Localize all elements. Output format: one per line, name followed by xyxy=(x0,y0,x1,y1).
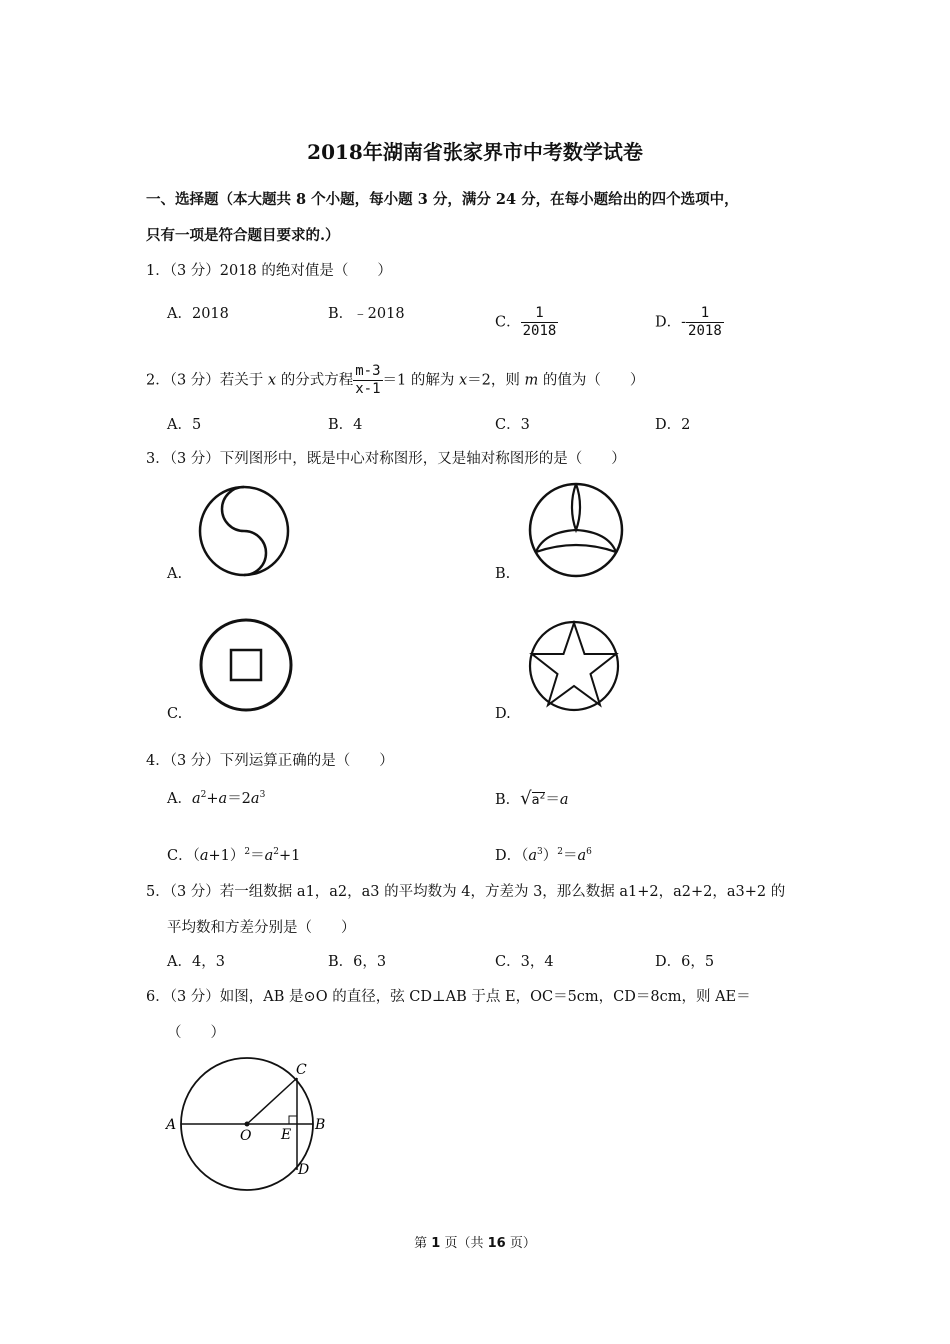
q4-option-a: A．$a^2+a=2a^3$ xyxy=(167,790,266,807)
q2-option-b: B．4 xyxy=(328,417,363,433)
fraction-numerator: 1 xyxy=(521,305,559,323)
q1-option-b: B．﹣2018 xyxy=(328,306,405,322)
label-e: E xyxy=(281,1127,292,1143)
q6-circle-diagram xyxy=(160,1050,340,1195)
q2-var: x xyxy=(267,372,277,389)
section-heading-line2: 只有一项是符合题目要求的.） xyxy=(146,227,340,244)
q2-var: x xyxy=(458,372,468,389)
fraction-denominator: 2018 xyxy=(688,323,722,339)
q5-stem-line1: 5．（3 分）若一组数据 a1，a2，a3 的平均数为 4，方差为 3，那么数据 a1+2，a2+2，a3+2 的 xyxy=(146,884,786,900)
q2-option-a: A．5 xyxy=(167,417,202,433)
q3-figure-d xyxy=(526,619,622,713)
q3-stem: 3．（3 分）下列图形中，既是中心对称图形，又是轴对称图形的是（ ） xyxy=(146,451,626,467)
q1-option-c xyxy=(495,305,558,340)
q2-stem xyxy=(146,363,644,398)
q3-figure-c xyxy=(196,617,296,713)
fraction-numerator: 1 xyxy=(686,305,724,323)
label-d: D xyxy=(298,1162,310,1178)
q2-text: 的分式方程 xyxy=(276,372,354,389)
q1-option-c-label: C． xyxy=(495,314,521,331)
fraction-denominator: x-1 xyxy=(355,381,381,397)
q4-option-c: C．$(a+1)^2=a^2+1$ xyxy=(167,847,301,864)
footer-text: 第 xyxy=(414,1236,432,1251)
q4-option-d-label: D． xyxy=(495,848,522,864)
q5-stem-line2: 平均数和方差分别是（ ） xyxy=(167,920,356,936)
q3-option-c: C. xyxy=(167,706,183,722)
q2-text: 2．（3 分）若关于 xyxy=(146,372,268,389)
q3-figure-b xyxy=(524,480,628,580)
q3-figure-a xyxy=(196,483,292,579)
fraction-numerator: m-3 xyxy=(355,363,381,379)
footer-text: 页） xyxy=(505,1236,536,1251)
page-title: 2018年湖南省张家界市中考数学试卷 xyxy=(307,140,643,164)
q1-stem: 1．（3 分）2018 的绝对值是（ ） xyxy=(146,263,392,279)
q2-text: 的值为（ ） xyxy=(538,372,645,389)
label-a: A xyxy=(166,1117,177,1133)
q5-option-c: C．3，4 xyxy=(495,954,554,970)
q5-option-b: B．6，3 xyxy=(328,954,387,970)
q1-option-c-fraction xyxy=(521,305,559,340)
q2-option-c: C．3 xyxy=(495,417,530,433)
q3-option-b: B. xyxy=(495,566,511,582)
q1-option-d-label: D． xyxy=(655,314,682,331)
fraction-denominator: 2018 xyxy=(522,323,557,339)
q4-option-d: D．$(a^3)^2=a^6$ xyxy=(495,847,592,864)
q6-stem-line2: （ ） xyxy=(167,1025,225,1041)
q4-option-b-label: B． xyxy=(495,792,521,808)
footer-page-number: 1 xyxy=(431,1236,441,1251)
q1-option-d-sign: - xyxy=(681,314,687,331)
right-angle-mark xyxy=(289,1116,297,1124)
footer-total-pages: 16 xyxy=(487,1236,506,1251)
q2-text: ＝2，则 xyxy=(467,372,525,389)
q1-option-a: A．2018 xyxy=(167,306,229,322)
label-o: O xyxy=(240,1128,252,1144)
q2-text: ＝1 的解为 xyxy=(382,372,459,389)
q2-option-d: D．2 xyxy=(655,417,691,433)
q3-option-d: D. xyxy=(495,706,511,722)
q4-option-c-label: C． xyxy=(167,848,193,864)
footer-text: 页（共 xyxy=(440,1236,488,1251)
q1-option-d-fraction xyxy=(686,305,724,340)
q6-stem-line1: 6．（3 分）如图，AB 是⊙O 的直径，弦 CD⊥AB 于点 E，OC＝5cm，CD＝8cm，则 AE＝ xyxy=(146,989,751,1005)
q3-option-a: A. xyxy=(167,566,183,582)
q2-fraction xyxy=(353,363,382,398)
label-c: C xyxy=(296,1062,307,1078)
label-b: B xyxy=(315,1117,326,1133)
page-footer xyxy=(0,1232,950,1251)
q4-stem: 4．（3 分）下列运算正确的是（ ） xyxy=(146,753,394,769)
q4-option-b: B．$√a^2=a$ xyxy=(495,788,569,809)
section-heading-line1: 一、选择题（本大题共 8 个小题，每小题 3 分，满分 24 分，在每小题给出的四个选项中， xyxy=(146,191,739,208)
q5-option-a: A．4，3 xyxy=(167,954,225,970)
q2-var: m xyxy=(524,372,539,389)
q1-option-d xyxy=(655,305,724,340)
q4-option-a-label: A． xyxy=(167,791,192,807)
center-point xyxy=(245,1122,250,1127)
q5-option-d: D．6，5 xyxy=(655,954,715,970)
